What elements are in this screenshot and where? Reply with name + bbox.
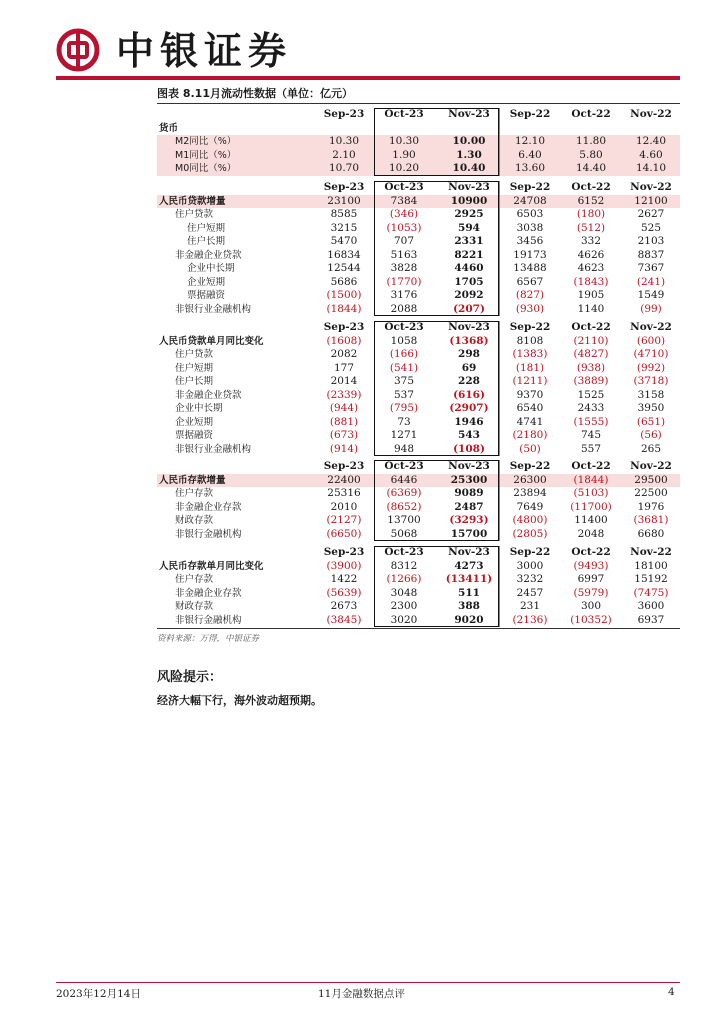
table-cell: 594	[458, 221, 480, 234]
table-cell: 6.40	[518, 148, 542, 161]
table-cell: 1525	[577, 388, 605, 401]
table-cell: 13488	[513, 262, 547, 274]
table-cell: (914)	[329, 442, 359, 455]
table-cell: 22400	[327, 473, 361, 486]
table-cell: 14.40	[575, 162, 607, 174]
row-label: 人民币贷款增量	[159, 195, 226, 207]
table-cell: 10.20	[388, 162, 420, 174]
column-header: Sep-23	[323, 181, 365, 193]
column-header: Oct-23	[384, 108, 424, 120]
table-cell: (512)	[576, 221, 606, 234]
table-cell: 8837	[637, 248, 665, 261]
table-cell: 4741	[516, 415, 544, 428]
column-header: Sep-22	[509, 108, 551, 120]
nov-oct-highlight-box	[374, 181, 499, 316]
column-header: Oct-23	[384, 460, 424, 472]
row-label: 票据融资	[175, 430, 214, 441]
column-divider	[499, 546, 500, 627]
table-cell: (938)	[576, 361, 606, 374]
table-cell: 557	[580, 442, 602, 455]
column-divider	[499, 460, 500, 541]
nov-oct-highlight-box	[374, 108, 499, 176]
column-header: Nov-22	[630, 546, 672, 558]
table-cell: 7649	[516, 500, 544, 513]
column-divider	[499, 108, 500, 176]
table-cell: 1976	[637, 500, 665, 513]
table-cell: (2180)	[512, 429, 548, 441]
table-cell: 69	[461, 361, 477, 374]
table-cell: 707	[393, 235, 415, 247]
table-cell: 1705	[454, 275, 484, 288]
table-cell: 5470	[330, 235, 358, 247]
row-label: 住户存款	[175, 488, 214, 499]
column-header: Oct-22	[571, 321, 611, 333]
table-cell: 13700	[387, 514, 421, 526]
table-cell: (881)	[329, 415, 359, 428]
table-cell: 2925	[454, 208, 484, 220]
table-cell: 3232	[516, 573, 544, 585]
table-cell: 2487	[454, 500, 484, 513]
table-cell: 6937	[637, 613, 665, 626]
table-cell: (56)	[640, 429, 662, 441]
row-label: 非银行业金融机构	[175, 443, 252, 455]
row-label: M2同比（%）	[175, 136, 237, 147]
table-cell: (992)	[636, 361, 666, 374]
column-header: Nov-23	[448, 181, 490, 193]
table-cell: (795)	[389, 402, 419, 414]
row-label: 企业中长期	[175, 403, 223, 414]
table-cell: (5103)	[573, 487, 609, 499]
column-header: Sep-23	[323, 460, 365, 472]
table-cell: 9370	[516, 388, 544, 401]
table-cell: 12.40	[635, 135, 667, 147]
table-cell: (1555)	[573, 415, 609, 428]
row-label: 住户短期	[175, 362, 214, 374]
nov-oct-highlight-box	[374, 321, 499, 456]
table-cell: 13.60	[514, 162, 546, 174]
row-label: 财政存款	[175, 515, 214, 526]
footer-rule	[56, 982, 680, 983]
table-cell: (1608)	[326, 334, 362, 347]
table-cell: 19173	[513, 248, 547, 261]
column-divider	[499, 181, 500, 316]
table-cell: 745	[580, 429, 602, 441]
table-cell: (1844)	[326, 302, 362, 315]
table-cell: (6369)	[386, 487, 422, 499]
table-cell: 6567	[516, 275, 544, 288]
table-cell: (827)	[515, 289, 545, 301]
table-cell: 177	[333, 361, 355, 374]
table-cell: 24708	[513, 194, 547, 207]
table-cell: 6680	[637, 527, 665, 540]
table-cell: 22500	[634, 487, 668, 499]
table-cell: (3293)	[449, 514, 489, 526]
table-cell: (166)	[389, 348, 419, 360]
column-header: Nov-23	[448, 108, 490, 120]
page-header	[0, 0, 724, 90]
table-cell: 26300	[513, 473, 547, 486]
row-label: 货币	[159, 122, 179, 134]
table-cell: 8108	[516, 334, 544, 347]
row-label: 非金融企业存款	[175, 501, 242, 513]
column-header: Oct-23	[384, 546, 424, 558]
column-divider	[499, 321, 500, 456]
row-label: 住户长期	[187, 236, 226, 247]
table-cell: (241)	[636, 275, 666, 288]
table-cell: 2627	[637, 208, 665, 220]
table-cell: 2010	[330, 500, 358, 513]
table-cell: 2014	[330, 375, 358, 387]
column-header: Sep-22	[509, 321, 551, 333]
column-header: Oct-22	[571, 181, 611, 193]
column-header: Sep-22	[509, 181, 551, 193]
table-cell: (1266)	[386, 573, 422, 585]
table-cell: 2.10	[332, 148, 356, 161]
column-header: Sep-23	[323, 546, 365, 558]
table-cell: 15192	[634, 573, 668, 585]
brand-name: 中银证券	[116, 29, 293, 73]
column-header: Oct-23	[384, 181, 424, 193]
table-cell: 3828	[390, 262, 418, 274]
table-cell: 2082	[330, 348, 358, 360]
table-cell: 12100	[634, 194, 668, 207]
table-cell: 2300	[390, 600, 418, 612]
nov-oct-highlight-box	[374, 460, 499, 541]
table-cell: (4800)	[512, 514, 548, 526]
table-cell: 25300	[450, 473, 488, 486]
table-cell: (3681)	[633, 514, 669, 526]
table-cell: 4.60	[639, 148, 663, 161]
table-cell: 1.90	[392, 148, 416, 161]
table-cell: 10.30	[388, 135, 420, 147]
table-cell: 2092	[454, 289, 484, 301]
row-label: 非银行金融机构	[175, 614, 242, 626]
table-cell: 2673	[330, 600, 358, 612]
table-cell: (181)	[515, 361, 545, 374]
table-cell: 6540	[516, 402, 544, 414]
column-header: Sep-23	[323, 321, 365, 333]
table-cell: 10.70	[328, 162, 360, 174]
column-header: Oct-22	[571, 460, 611, 472]
table-cell: (600)	[636, 334, 666, 347]
column-header: Sep-23	[323, 108, 365, 120]
table-cell: (2136)	[512, 613, 548, 626]
row-label: 非金融企业存款	[175, 587, 242, 599]
table-cell: 2103	[637, 235, 665, 247]
column-header: Nov-23	[448, 546, 490, 558]
table-cell: (1053)	[386, 221, 422, 234]
table-top-rule	[157, 103, 680, 104]
table-cell: (1770)	[386, 275, 422, 288]
table-cell: (5979)	[573, 586, 609, 599]
table-cell: (3718)	[633, 375, 669, 387]
table-cell: (346)	[389, 208, 419, 220]
table-cell: 25316	[327, 487, 361, 499]
row-label: 住户贷款	[175, 209, 214, 220]
table-cell: (99)	[640, 302, 662, 315]
table-cell: 2048	[577, 527, 605, 540]
table-cell: 3158	[637, 388, 665, 401]
table-cell: (2339)	[326, 388, 362, 401]
table-cell: 6503	[516, 208, 544, 220]
table-cell: 3176	[390, 289, 418, 301]
column-header: Nov-23	[448, 321, 490, 333]
row-label: 住户短期	[187, 222, 226, 234]
table-cell: 10.40	[452, 162, 486, 174]
column-header: Nov-22	[630, 108, 672, 120]
table-title: 图表 8.11月流动性数据（单位：亿元）	[157, 87, 353, 100]
table-cell: 10.30	[328, 135, 360, 147]
row-label: 住户贷款	[175, 349, 214, 360]
column-header: Sep-22	[509, 546, 551, 558]
table-cell: 6997	[577, 573, 605, 585]
table-cell: 5068	[390, 527, 418, 540]
row-label: 非银行业金融机构	[175, 303, 252, 315]
table-cell: (541)	[389, 361, 419, 374]
table-cell: 7367	[637, 262, 665, 274]
table-cell: 1905	[577, 289, 605, 301]
table-cell: (3889)	[573, 375, 609, 387]
table-cell: 1271	[390, 429, 418, 441]
table-cell: 8585	[330, 208, 358, 220]
risk-text: 经济大幅下行，海外波动超预期。	[157, 694, 322, 707]
table-cell: 11400	[574, 514, 608, 526]
column-header: Sep-22	[509, 460, 551, 472]
row-label: M1同比（%）	[175, 149, 237, 161]
table-cell: 332	[580, 235, 602, 247]
row-label: 住户长期	[175, 376, 214, 387]
table-cell: 543	[458, 429, 480, 441]
source-note: 资料来源：万得，中银证券	[157, 634, 260, 644]
row-label: M0同比（%）	[175, 163, 237, 174]
table-cell: 3020	[390, 613, 418, 626]
column-header: Nov-23	[448, 460, 490, 472]
risk-title: 风险提示：	[157, 670, 223, 685]
table-cell: (3900)	[326, 559, 362, 572]
table-cell: 228	[458, 375, 480, 387]
table-cell: 29500	[634, 473, 668, 486]
table-cell: (1500)	[326, 289, 362, 301]
row-label: 非金融企业贷款	[175, 389, 242, 401]
table-cell: (6650)	[326, 527, 362, 540]
table-cell: 10.00	[452, 135, 486, 147]
table-cell: (2907)	[449, 402, 489, 414]
row-label: 人民币存款单月同比变化	[159, 560, 264, 572]
table-cell: 18100	[634, 559, 668, 572]
row-label: 企业中长期	[187, 263, 235, 274]
table-cell: 265	[640, 442, 662, 455]
table-cell: (944)	[329, 402, 359, 414]
table-cell: 4273	[454, 559, 484, 572]
table-cell: 11.80	[575, 135, 607, 147]
table-cell: 9020	[454, 613, 484, 626]
row-label: 票据融资	[187, 290, 226, 301]
bank-of-china-logo-icon	[56, 28, 100, 72]
column-header: Nov-22	[630, 181, 672, 193]
table-cell: 4626	[577, 248, 605, 261]
table-cell: 73	[397, 415, 411, 428]
table-cell: 375	[393, 375, 415, 387]
table-cell: 3600	[637, 600, 665, 612]
table-cell: (673)	[329, 429, 359, 441]
table-cell: 16834	[327, 248, 361, 261]
table-cell: 4460	[454, 262, 484, 274]
table-cell: 12.10	[514, 135, 546, 147]
table-cell: 15700	[450, 527, 488, 540]
table-cell: (207)	[453, 302, 485, 315]
column-header: Oct-23	[384, 321, 424, 333]
column-header: Oct-22	[571, 546, 611, 558]
table-cell: 300	[580, 600, 602, 612]
table-cell: 3950	[637, 402, 665, 414]
table-cell: 3048	[390, 586, 418, 599]
table-cell: 525	[640, 221, 662, 234]
table-cell: (7475)	[633, 586, 669, 599]
row-label: 企业短期	[175, 416, 214, 428]
table-cell: 2433	[577, 402, 605, 414]
table-cell: (50)	[519, 442, 541, 455]
table-cell: 1549	[637, 289, 665, 301]
table-cell: 3038	[516, 221, 544, 234]
table-bottom-rule	[157, 628, 680, 629]
table-cell: 10900	[450, 194, 488, 207]
table-cell: 231	[519, 600, 541, 612]
row-label: 企业短期	[187, 276, 226, 288]
column-header: Oct-22	[571, 108, 611, 120]
table-cell: (108)	[453, 442, 485, 455]
table-cell: 6152	[577, 194, 605, 207]
column-header: Nov-22	[630, 460, 672, 472]
table-cell: (9493)	[573, 559, 609, 572]
table-cell: (1844)	[573, 473, 609, 486]
table-cell: (4827)	[573, 348, 609, 360]
table-cell: 2457	[516, 586, 544, 599]
table-cell: 1422	[330, 573, 358, 585]
table-cell: (2110)	[573, 334, 609, 347]
table-cell: 3000	[516, 559, 544, 572]
footer-page-number: 4	[668, 986, 675, 998]
column-header: Nov-22	[630, 321, 672, 333]
table-cell: (8652)	[386, 500, 422, 513]
nov-oct-highlight-box	[374, 546, 499, 627]
table-cell: (13411)	[445, 573, 493, 585]
table-cell: 5686	[330, 275, 358, 288]
table-cell: 5.80	[579, 148, 603, 161]
table-cell: (616)	[453, 388, 485, 401]
table-cell: 948	[393, 442, 415, 455]
table-cell: (1383)	[512, 348, 548, 360]
row-label: 人民币贷款单月同比变化	[159, 335, 264, 347]
table-cell: 12544	[327, 262, 361, 274]
table-cell: 1.30	[456, 148, 482, 161]
table-cell: 3456	[516, 235, 544, 247]
table-cell: (4710)	[633, 348, 669, 360]
table-cell: 537	[393, 388, 415, 401]
table-cell: 3215	[330, 221, 358, 234]
table-cell: 14.10	[635, 162, 667, 174]
table-cell: 2088	[390, 302, 418, 315]
header-rule	[56, 76, 680, 80]
table-cell: 8312	[390, 559, 418, 572]
table-cell: 2331	[454, 235, 484, 247]
table-cell: (930)	[515, 302, 545, 315]
table-cell: 23100	[327, 194, 361, 207]
table-cell: (10352)	[570, 613, 612, 626]
table-cell: 298	[458, 348, 480, 360]
table-cell: 1140	[577, 302, 605, 315]
footer-doc-title: 11月金融数据点评	[318, 988, 405, 1000]
table-cell: (1211)	[512, 375, 548, 387]
table-cell: (1843)	[573, 275, 609, 288]
table-cell: (3845)	[326, 613, 362, 626]
table-cell: 4623	[577, 262, 605, 274]
table-cell: (2805)	[512, 527, 548, 540]
table-cell: 5163	[390, 248, 418, 261]
table-cell: (651)	[636, 415, 666, 428]
table-cell: (11700)	[570, 500, 612, 513]
table-cell: 23894	[513, 487, 547, 499]
table-cell: 1946	[454, 415, 484, 428]
row-label: 非金融企业贷款	[175, 249, 242, 261]
table-cell: (2127)	[326, 514, 362, 526]
table-cell: 9089	[454, 487, 484, 499]
table-cell: 7384	[390, 194, 418, 207]
footer-date: 2023年12月14日	[56, 988, 141, 1000]
row-label: 财政存款	[175, 601, 214, 612]
row-label: 非银行金融机构	[175, 528, 242, 540]
table-cell: 388	[458, 600, 480, 612]
table-cell: 6446	[390, 473, 418, 486]
row-label: 住户存款	[175, 574, 214, 585]
table-cell: 1058	[390, 334, 418, 347]
table-cell: (1368)	[449, 334, 489, 347]
table-cell: 511	[458, 586, 480, 599]
table-cell: (180)	[576, 208, 606, 220]
table-cell: 8221	[454, 248, 484, 261]
table-cell: (5639)	[326, 586, 362, 599]
row-label: 人民币存款增量	[159, 474, 226, 486]
